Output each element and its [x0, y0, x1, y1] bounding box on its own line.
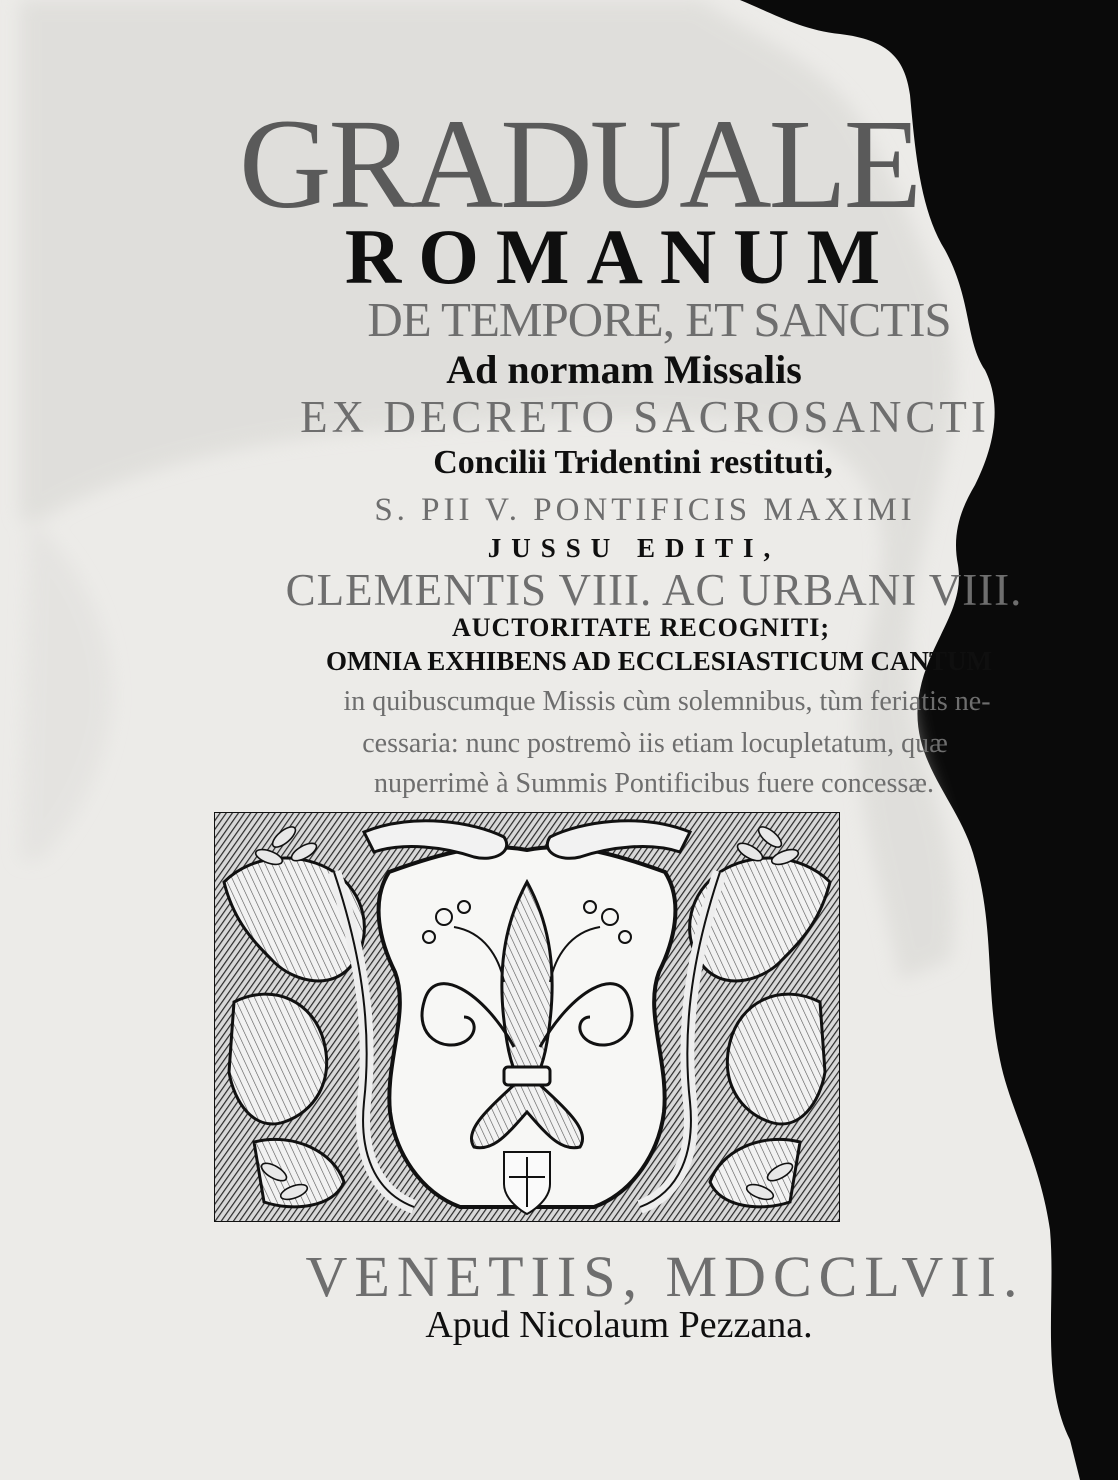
line-nuperrime: nuperrimè à Summis Pontificibus fuere concessæ. — [374, 768, 934, 799]
engraved-printers-device — [214, 812, 840, 1222]
subtitle-de-tempore: DE TEMPORE, ET SANCTIS — [367, 292, 951, 347]
line-cessaria: cessaria: nunc postremò iis etiam locupletatum, quæ — [362, 728, 948, 759]
imprint-printer: Apud Nicolaum Pezzana. — [425, 1304, 813, 1346]
line-omnia-exhibens: OMNIA EXHIBENS AD ECCLESIASTICUM CANTUM — [325, 646, 993, 676]
line-jussu-editi: JUSSU EDITI, — [487, 533, 781, 563]
line-auctoritate: AUCTORITATE RECOGNITI; — [451, 613, 831, 642]
imprint-place-date: VENETIIS, MDCCLVII. — [305, 1244, 1025, 1309]
line-ad-normam: Ad normam Missalis — [446, 347, 802, 392]
title-graduale: GRADUALE — [239, 93, 919, 235]
line-ex-decreto: EX DECRETO SACROSANCTI — [300, 392, 990, 442]
title-romanum: ROMANUM — [344, 213, 898, 300]
line-in-quibuscumque: in quibuscumque Missis cùm solemnibus, tùm feriatis ne- — [343, 686, 991, 717]
line-concilii: Concilii Tridentini restituti, — [433, 444, 833, 481]
line-clementis: CLEMENTIS VIII. AC URBANI VIII. — [285, 565, 1023, 615]
line-pii-v: S. PII V. PONTIFICIS MAXIMI — [374, 492, 916, 528]
